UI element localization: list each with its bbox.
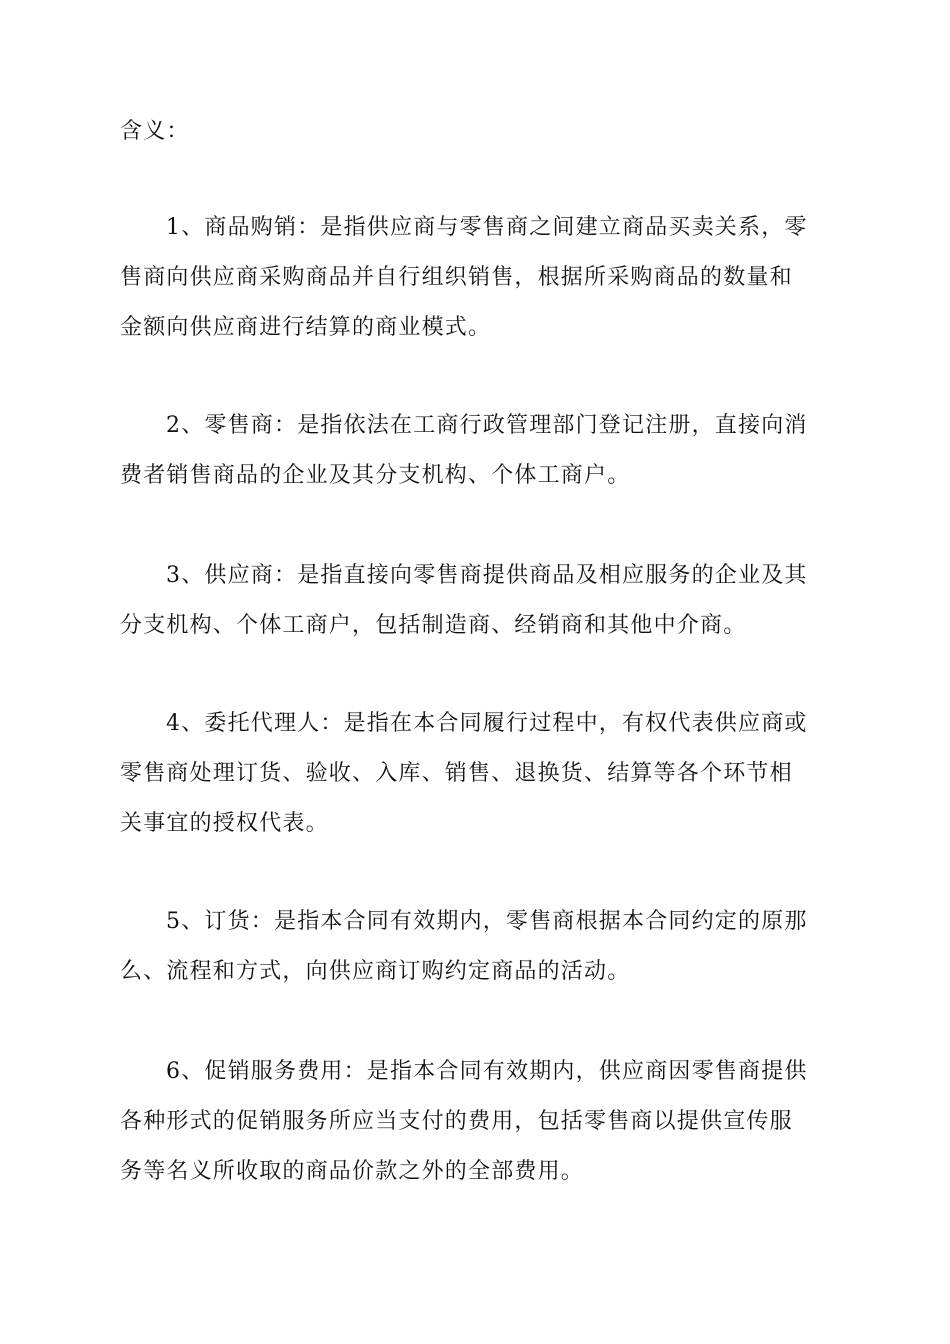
- section-heading: 含义：: [120, 119, 190, 144]
- definition-line: 金额向供应商进行结算的商业模式。: [120, 315, 492, 340]
- definition-line: 售商向供应商采购商品并自行组织销售，根据所采购商品的数量和: [120, 265, 793, 290]
- definition-line: 零售商处理订货、验收、入库、销售、退换货、结算等各个环节相: [120, 761, 793, 786]
- definition-line: 务等名义所收取的商品价款之外的全部费用。: [120, 1159, 585, 1184]
- definition-line: 3、供应商：是指直接向零售商提供商品及相应服务的企业及其: [166, 563, 808, 588]
- definition-line: 分支机构、个体工商户，包括制造商、经销商和其他中介商。: [120, 613, 747, 638]
- definition-line: 1、商品购销：是指供应商与零售商之间建立商品买卖关系，零: [166, 215, 808, 240]
- definition-line: 2、零售商：是指依法在工商行政管理部门登记注册，直接向消: [166, 413, 808, 438]
- definition-line: 么、流程和方式，向供应商订购约定商品的活动。: [120, 959, 631, 984]
- definition-line: 关事宜的授权代表。: [120, 811, 329, 836]
- definition-line: 各种形式的促销服务所应当支付的费用，包括零售商以提供宣传服: [120, 1109, 793, 1134]
- definition-line: 4、委托代理人：是指在本合同履行过程中，有权代表供应商或: [166, 711, 808, 736]
- definition-line: 费者销售商品的企业及其分支机构、个体工商户。: [120, 463, 631, 488]
- definition-line: 5、订货：是指本合同有效期内，零售商根据本合同约定的原那: [166, 909, 808, 934]
- definition-line: 6、促销服务费用：是指本合同有效期内，供应商因零售商提供: [166, 1059, 808, 1084]
